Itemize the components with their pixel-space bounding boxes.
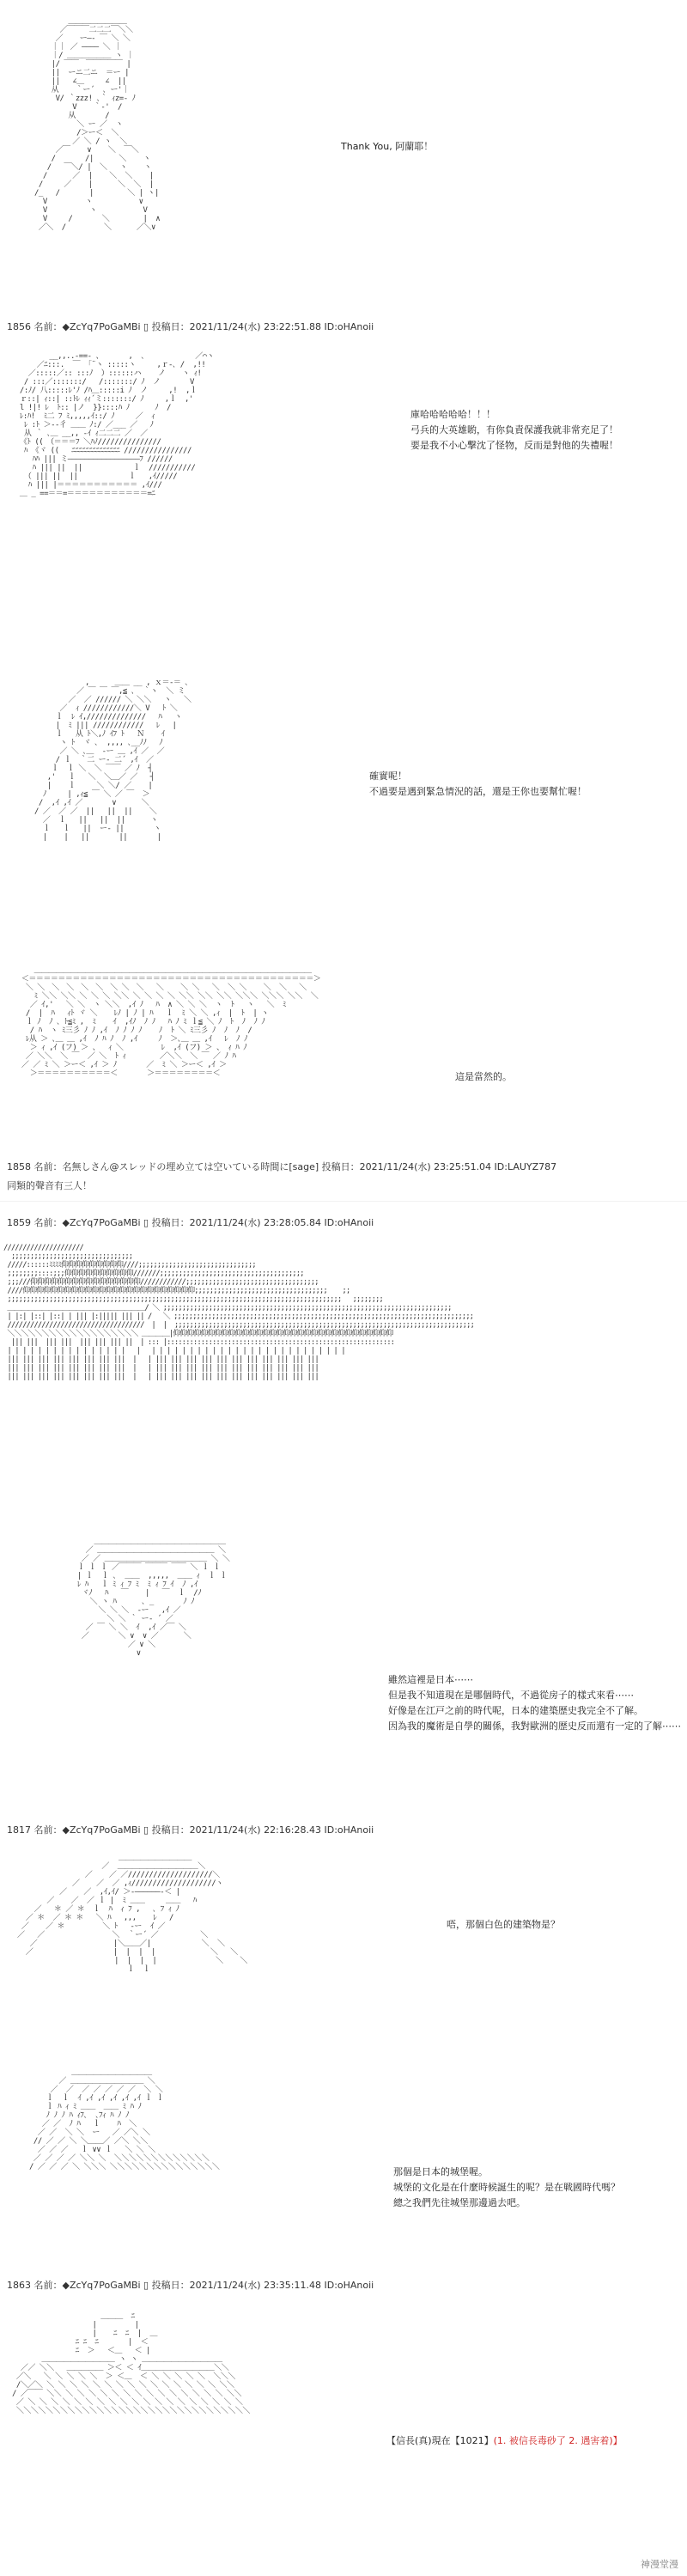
dialog-panel-4 xyxy=(455,1069,512,1085)
ascii-art-character-2: __,,..-==- 、 , ､ ／⌒ヽ ／ﾆ:::. ￣ 「¨ヽ :::::ヽ ,ｒ-､ / ,!! ／:::::／:: :::ﾉ ）::::::ハ ノ ヽ ｨ! / :::／:::::::/ /:::::::/ ﾉ ノ V /:ﾉ/ 八:::::ﾚ'ﾉ /ﾊ＿:::::i ﾉ ノ ,! ,ｌ ｒ::| ｨ::| ::ﾄﾚ ｨｨ´ミ:::::::/ ﾉ ,ｌ ,' l !|! ﾚ ﾄ:: |ノ }}::::ﾊ ﾉ ﾉ / ﾚ:ﾊ! ﾐ二 ﾌ ﾐ,,,,,ｲ::/ ﾉ ／ ｨ ﾚ :ﾄ ＞--彳 ＿＿ ﾉ:/ ／___ ／ ﾉ 从 ｀ ､＿ __,, -ｲ ｨ二二二 ／ ／ 《ﾄ (( （＝＝＝ﾌ ＼ﾊﾉ/////////////// ﾊ 《ヾ (( ﾆﾆﾆﾆﾆﾆﾆﾆﾆﾆﾆﾆﾆﾆ //////////////// ﾊﾊ ||| ミ―――――――――――――――――ﾌ ////// ﾊ ||| || || ｌ /////////// （ ||| || || ｌ ,ｲ///// ﾊ ||| |＝＝＝＝＝＝＝＝＝＝＝ ,ｲ/// ＿ _ ==＝＝=＝＝＝＝＝＝＝＝＝＝＝=ﾆ xyxy=(19,352,215,498)
dialog-panel-2 xyxy=(410,407,618,454)
ascii-art-character-6: ＿＿＿＿＿＿＿＿＿＿＿＿＿＿＿＿＿＿ ／ ＿＿＿＿＿＿＿＿＿＿＿＿＿＿＿＿ ＼ ／ ／ ＿＿＿＿＿＿＿＿＿＿＿＿＿＿ ＼ ＼ ｌ ｌ ｌ ／￣￣￣ ￣￣￣ ￣￣ ＼ ｌ ｌ | ｌ ｌ ､ ＿＿ ,,,,, ＿＿ ｨ ｌ ｌ ﾚ ﾊ ｌ ﾐ ｨ ﾌ ﾐ ﾐ ｨ ﾌ ｲ ﾉ ,ｲ ヾﾉ ﾊ ￣ | ￣ ｌ /ﾉ ＼ ヽ ﾊ ､ _ ﾉ ﾉ ＼ ＼ ＼ ‐ー ,ｲ ／ ＼ ＼ ｀ ー‐ ´ ／ ／ ￣ ＼ ＼ ｲ ,ｲ ／￣ ＼ ／ ＼ ∨ ∨ ／ ＼ ／ ∨ ＼ ∨ xyxy=(76,1538,230,1658)
post-body-1858: 同類的聲音有三人！ xyxy=(7,1180,92,1191)
choice-option-2: 2. 遇害着)】 xyxy=(568,2435,623,2446)
dialog-line: 因為我的魔術是自學的關係，我對歐洲的歴史反而還有一定的了解⋯⋯ xyxy=(388,1720,681,1732)
dialog-line: 總之我們先往城堡那邊過去吧。 xyxy=(393,2197,526,2208)
watermark: 神漫堂漫 xyxy=(641,2559,678,2570)
choice-prefix: 【信長(真)現在【1021】 xyxy=(386,2435,494,2446)
dialog-line: 但是我不知道現在是哪個時代，不過從房子的樣式來看⋯⋯ xyxy=(388,1690,634,1701)
choice-prompt xyxy=(386,2433,623,2449)
post-header-1863: 1863 名前：◆ZcYq7PoGaMBi ▯ 投稿日：2021/11/24(水) 23:35:11.48 ID:oHAnoii xyxy=(7,2280,374,2291)
dialog-line: 不過要是遇到緊急情況的話，還是王你也要幫忙喔！ xyxy=(369,786,587,797)
post-header-1859: 1859 名前：◆ZcYq7PoGaMBi ▯ 投稿日：2021/11/24(水) 23:28:05.84 ID:oHAnoii xyxy=(7,1217,374,1228)
ascii-art-scenery: ///////////////////// ;;;;;;;;;;;;;;;;;;;;;;;;;;;;;;;; /////::::::ﾐﾐﾐﾐ仰仰仰仰仰仰仰仰仰////;;;;;;;;;;;;;;;;;;;;;;;;;;;;;;; ;;;;;;;;::::;;;仰仰仰仰仰仰仰仰仰仰///////;;;;;;;;;;;;;;;;;;;;;;;;;;;;;;;;;;;;;; ;;;///仰仰仰仰仰仰仰仰仰仰仰仰仰仰仰仰////////////;;;;;;;;;;;;;;;;;;;;;;;;;;;;;;;;;;; ////仰仰仰仰仰仰仰仰仰仰仰仰仰仰仰仰仰仰仰仰仰仰仰仰仰;;;;;;;;;;;;;;;;;;;;;;;;;;;;;;;;;;; ;; ;;;;;;;;;;;;;;;;;;;;;;;;;;;;;;;;;;;;;;;;;;;;;;;;;;;;;;;;;;;;;;;;;;;;;;;;;;;;;;;;;;;;;;;; ;;;;;;;; ＿＿＿＿＿＿＿＿＿＿＿＿＿＿＿＿＿＿＿＿/ ＼ ;;;;;;;;;;;;;;;;;;;;;;;;;;;;;;;;;;;;;;;;;;;;;;;;;;;;;;;;;;;;;;;;;;;;;;;;;;;; | |:| |::| |::| | ||| |:||||| ||| || / ＼ ;;;;;;;;;;;;;;;;;;;;;;;;;;;;;;;;;;;;;;;;;;;;;;;;;;;;;;;;;;;;;;;;;;;;;;;;;;;;;;; //////////////////////////////////// | | ;;;;;;;;;;;;;;;;;;;;;;;;;;;;;;;;;;;;;;;;;;;;;;;;;;;;;;;;;;;;;;;;;;;;;;;;;;;;;;; ＼＼＼＼＼＼＼＼＼＼＼＼＼＼＼＼＼＼＼ ＿＿＿＿|仰仰仰仰仰仰仰仰仰仰仰仰仰仰仰仰仰仰仰仰仰仰仰仰仰仰仰仰仰仰仰仰 ||| ||| ||| ||| ||| ||| ||| || | ::: |:::::::::::::::::::::::::::::::::::::::::::::::::::::::::::: | | | | | | | | | | | | | | | | | | | | | | | | | | | | | | | | | | | | | | | | | | | ||| ||| ||| ||| ||| ||| ||| ||| | | ||| ||| ||| ||| ||| ||| ||| ||| ||| ||| ||| ||| ||| ||| ||| ||| ||| ||| ||| | | ||| ||| ||| ||| ||| ||| ||| ||| ||| ||| ||| ||| ||| ||| ||| ||| ||| ||| ||| | | ||| ||| ||| ||| ||| ||| ||| ||| ||| ||| ||| xyxy=(3,1244,474,1381)
ascii-art-characters-4: ＿＿＿＿＿＿＿＿＿＿＿＿＿＿＿＿＿＿＿＿＿＿＿＿＿＿＿＿＿＿＿＿＿＿＿＿＿＿ ＜＝＝＝＝＝＝＝＝＝＝＝＝＝＝＝＝＝＝＝＝＝＝＝＝＝＝＝＝＝＝＝＝＝＝＝＝＝＝＝＞ ＼ ＼ ＼ ＼ ＼ ＼ ＼ ＼ ＼ ＼ ＼ ＼ ＼ ＼ ＼ ＼ ＼ ＼ ﾐ ＼＼ ＼＼ ＼ ＼ ＼ ＼＼ ＼ ＼ ＼ ＼ ＼＼ ＼＼ ＼＼ ＼＼＼ ＼＼＼ ＼＼ ＼ ／ ｲ,' ＼ ＼ ヽ ＼＼ ,ｲ ﾉ ﾊ ∧ ＼ ＼ ＼ ヽ ﾄ ヽ ＼ ﾐ / | ﾊ ｨﾄ ヾ ＼ ﾚﾉ | ﾉ | ﾊ ｌ ﾐ ＼ ＼ ,ｨ | ﾄ | ヽ ｌ ﾉ ﾉ ､ ﾄ≦ﾐ , ﾐ ｲ ,ｲﾉ ﾉ ﾉ ﾊ ﾉ ﾐ ｌ≦ ＼ ﾉ ﾄ ﾉ ﾉ ﾉ / ﾊ ヽ ﾐ三彡 ﾉ ﾉ ,ｲ ﾉ ﾉ ﾉ ﾉ ﾉ ﾄ ＼ ﾐ三彡 ﾉ ﾉ ﾉ / ﾚ从 ＞ ､＿ ＿ ,ｲ ﾉ ﾊ ﾉ ﾉ ,ｲ ﾉ ＞､＿ ＿ ,ｲ ﾚ ﾉ ﾉ ＞ ｨ ,ｲ (フ) ＞ 、 ｨ ＼ ﾚ ,ｲ (フ) ＞ 、 ｨ ﾊ ﾉ ／ ＼＼ ＼ ￣ ／ ＼ ﾄ ｨ ／＼＼ ＼ ￣ ／ ﾉ ﾊ ／ ／ ﾐ ＼ ＞ー＜ ,ｲ ＞ ﾉ ／ ﾐ ＼ ＞ー＜ ,ｲ ＞ ＞＝＝＝＝＝＝＝＝＝＝＜ ＞＝＝＝＝＝＝＝＝＜ xyxy=(21,966,321,1078)
dialog-panel-6 xyxy=(388,1672,681,1734)
dialog-line: 那個是日本的城堡喔。 xyxy=(393,2166,488,2177)
dialog-line: 要是我不小心撃沈了怪物，反而是對他的失禮喔！ xyxy=(410,440,618,451)
dialog-line: 確實呢！ xyxy=(369,770,407,782)
dialog-line: 城堡的文化是在什麼時候誕生的呢？是在戦國時代嗎？ xyxy=(393,2182,620,2193)
divider xyxy=(0,1201,687,1202)
ascii-art-character-1: ＿＿＿＿＿＿＿＿ ／￣￣￣二二二￣＼＼ ／ ー―‐ ￣ ＼ ＼ ｜｜ ／ ―――― ＼ ｜ ｜/ ＿＿＿＿＿＿ ヽ ｜ |/ ￣￣ ￣￣￣￣￣ | || ーニ二ニ ＝ー | || ∠＿ ∠ || 从 ｀ー´ ､ ー'｜ V/ ｀zzz! ､｀ ｨz=- ﾉ V ｀‐' / 从 / ＼ ー ／ ヽ /＞ー＜ ＼ ／ ＼ / ヽ ＼ ／￣ ∨ ＼ ￣＼ / /| ＼ ヽ / ￣＼/ | ＼ ヽ ヽ / ／ | ＼ ＼ | / ／ | ＼ ＼ | /_ / | ＼ | ヽ| V ヽ ∨ V ヽ V V / ＼ | ∧ ／＼ / ＼ ／＼∨ xyxy=(34,17,161,232)
ascii-art-character-3: , ＿＿ __ , ｘ＝-＝ ､ ／ ￣ ￣ ￣,≦ ､ ｀ヽ ＼ ミ ／ ／ ////// ＼ ＼＼ ヽ ＼ ／ ｨ ////////////＼ V ﾄ ＼ ｌ ﾚ ｲ,////////////// ﾊ ヽ | ﾐ ||| //////////// ﾚ | ｌ 从 ﾄ＼,ﾉ ｲﾌ ﾄ Ｎ ｲ ヽ ﾄ ヾ ､ ,,,, ､__ﾉﾉ ﾉ ／ ＼ ､＿ ‐ー ＿ ,ｲ ／ ／ / ｌ ｀二 ー‐ 二´ ,ｲ ／ ｌ ｌ ＼ ＼ ￣￣ ／ ﾉ ┤ ,' ｌ ＼ ＼＿／ ／ ┤ | ｌ ＼ ＼/ ／ | ﾉ | ,ｨ≦ ￣ ＼ ／ ￣ ＞ / ,ｲ ,ｲ ／ ∨ ＼ / ／ ／ ／ || || || ＼ ／ ｌ || || || ヽ ｌ ｌ || ー‐ || ヽ | | || || | xyxy=(34,679,192,842)
ascii-art-character-8: ＿＿＿＿＿＿＿＿＿＿＿ ／ ＿＿＿＿＿＿＿＿＿＿ ＼ ／ ／ ／ ／ ／ ／ ／ ＼ ＼ ｌ ｌ ｲ ,ｲ ,ｲ ,ｲ ,ｲ ,ｲ ｌ ｌ ｌ ﾊ ｨ ﾐ ＿＿ ＿＿ ﾐ ﾊ ﾉ ﾉ ﾉ ﾉ ﾊ ｨﾌ､ ､ﾌｨ ﾊ ﾉ ﾉ ／ ／ ﾉ ﾊ ｌ ﾊ ＼ ／ ／ ＼ ＼ ー ／ ／＼ ＼ // ／ ／ ＼ ＼＿＿／ ／＼ ＼＼ ／ ／ ／ ｌ ∨∨ ｌ ＼ ＼ ＼ ／ ／ ／ ／ ＼＼ ＼ ＼＼＼＼＼＼＼＼＼＼＼＼＼ / ／ ／ ／ ＼ ＼＼＼ ＼＼＼＼＼＼＼＼＼＼＼＼＼＼＼ xyxy=(29,2068,220,2171)
ascii-art-character-9: ＿＿＿ ﾆ | | | ﾆ ﾆ | ＿ ﾆ ﾆ ﾆ | ＜ ﾆ ＞ ＜＿ ＜ | ＿＿＿＿＿＿＿＿＿＿ ヽ ヽ ＿＿＿＿＿＿＿＿＿＿＿ ／／ ＼＼ ＿＿＿＿＿ ＞＜ ＜ ｲ＿＿＿＿＿＿＿＿＿＿＼＼ ／＼ ＼ ＼ ＼ ＼ ＼ ＞ ＜＿ ＜ ＼ ＼ ＼ ＼ ＼ ＼＼＼ /＼／＼ ＼ ＼ ＼ ＼ ＼ ＼ ＼ ＼ ＼ ＼ ＼ ＼ ＼ ＼ ＼ ＼＼ / ／￣￣ ＼＼ ＼ ＼ ＼ ＼ ＼ ＼ ＼ ＼ ＼ ＼ ＼ ＼ ＼ ＼ ＼＼ ／ ＼ ＼ ＼ ＼ ＼ ＼ ＼ ＼ ＼ ＼ ＼ ＼ ＼ ＼ ＼ ＼ ＼ ＼ ＼ ＼＼＼＼＼＼＼＼＼＼＼＼＼＼＼＼＼＼＼＼＼＼＼＼＼＼＼＼＼＼＼＼ xyxy=(12,2312,250,2415)
dialog-line: Thank You, 阿蘭耶！ xyxy=(341,141,434,152)
ascii-art-character-7: ＿＿＿＿＿＿＿＿＿＿ ／ ＿＿＿＿＿＿＿＿＿＿＿＼ ／ ／ ／////////////////////＼ ／ ／ ／ ,ｨ////////////////////ヽ ／ ／ ,ｲ,ｲ/ ＞‐――――――‐＜ | ／ ／ ／ ｌ | ﾐ ＿＿ ＿＿ ﾊ ／ ＊ ／ ＊ ｌ ﾊ ｨ ﾌ , ､ ﾌ ｨ ﾉ ／ ＊ ／ ＊ ＊ ＼ ﾊ ,,, ﾚ / ／ ／ ＊ ＼ ﾄ ‐ー ｲ ／ ／ ／ ＼ ｀ー´ ／ ＼ ／ |＼＿＿／| ＼ ＼ ／ | | | | ＼ ＼ | | | | ＼ ＼ ｌ ｌ xyxy=(17,1854,247,1974)
post-header-1817: 1817 名前：◆ZcYq7PoGaMBi ▯ 投稿日：2021/11/24(水) 22:16:28.43 ID:oHAnoii xyxy=(7,1824,374,1836)
dialog-panel-1 xyxy=(341,139,433,155)
dialog-panel-7 xyxy=(447,1917,560,1933)
post-header-1856: 1856 名前：◆ZcYq7PoGaMBi ▯ 投稿日：2021/11/24(水) 23:22:51.88 ID:oHAnoii xyxy=(7,321,374,332)
post-header-1858: 1858 名前：名無しさん@スレッドの埋め立ては空いている時間に[sage] 投稿日：2021/11/24(水) 23:25:51.04 ID:LAUYZ787 xyxy=(7,1161,557,1172)
dialog-line: 唔，那個白色的建築物是？ xyxy=(447,1919,560,1930)
dialog-line: 弓兵的大英雄喲，有你負責保護我就非常充足了！ xyxy=(410,424,618,435)
dialog-line: 庫哈哈哈哈哈！！！ xyxy=(410,409,495,420)
dialog-line: 好像是在江戸之前的時代呢，日本的建築歴史我完全不了解。 xyxy=(388,1705,643,1716)
choice-option-1: (1. 被信長毒砂了 xyxy=(493,2435,566,2446)
dialog-panel-3 xyxy=(369,769,587,800)
dialog-line: 這是當然的。 xyxy=(455,1071,512,1082)
dialog-line: 雖然這裡是日本⋯⋯ xyxy=(388,1674,473,1685)
dialog-panel-8 xyxy=(393,2165,620,2211)
